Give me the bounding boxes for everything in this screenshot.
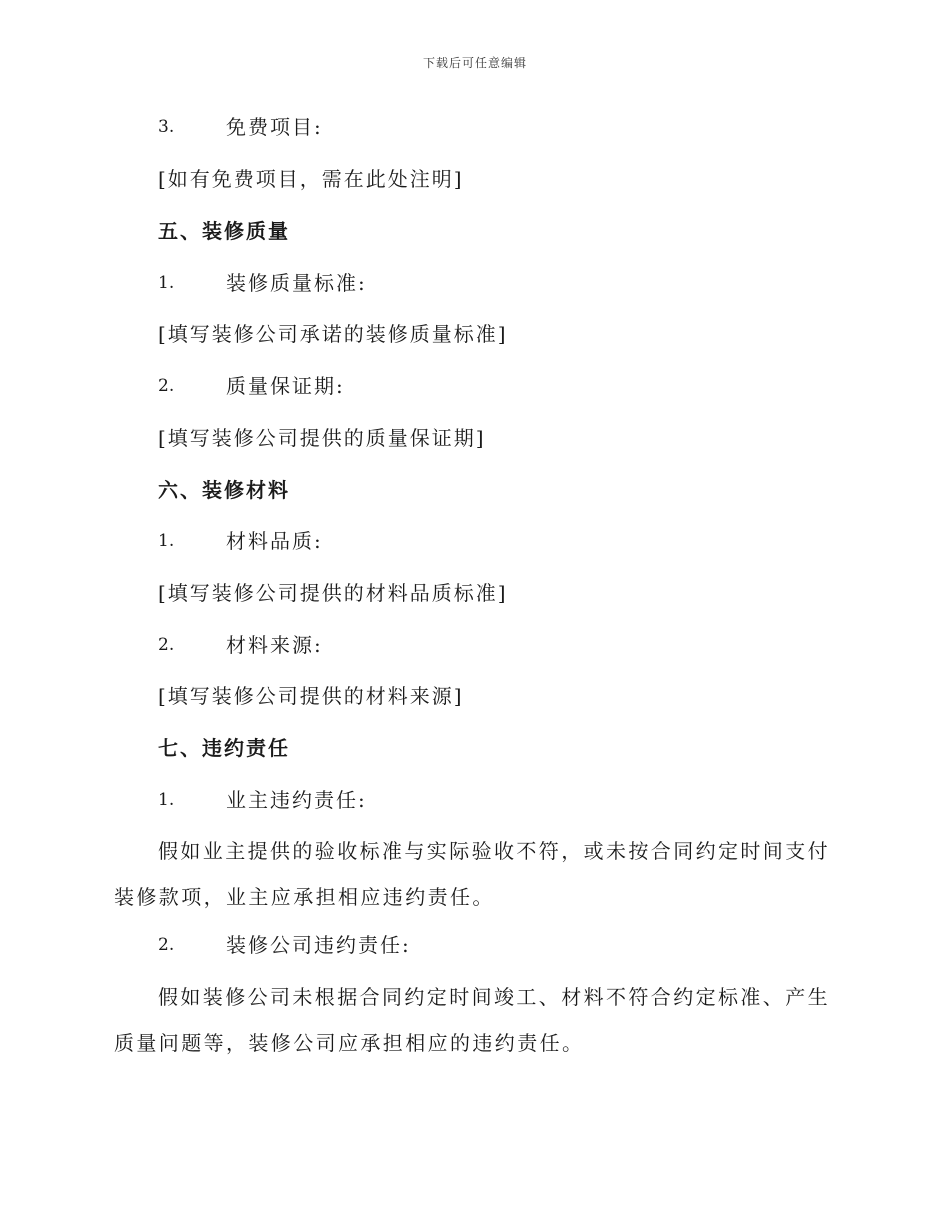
item-number: 3. — [158, 117, 175, 137]
item-label-warranty-period: 质量保证期: — [226, 374, 345, 398]
item-number: 1. — [158, 273, 175, 293]
section-title-materials: 六、装修材料 — [158, 478, 290, 502]
placeholder-material-source: [填写装修公司提供的材料来源] — [158, 684, 464, 708]
item-label-company-liability: 装修公司违约责任: — [226, 933, 411, 957]
item-number: 2. — [158, 635, 175, 655]
paragraph-company-liability: 假如装修公司未根据合同约定时间竣工、材料不符合约定标准、产生质量问题等，装修公司应承担相应的违约责任。 — [114, 985, 830, 1055]
section-title-liability: 七、违约责任 — [158, 736, 290, 760]
placeholder-quality-standard: [填写装修公司承诺的装修质量标准] — [158, 322, 508, 346]
placeholder-material-quality: [填写装修公司提供的材料品质标准] — [158, 581, 508, 605]
item-label-material-source: 材料来源: — [226, 633, 323, 657]
item-label-free-items: 免费项目: — [226, 115, 323, 139]
item-number: 2. — [158, 376, 175, 396]
placeholder-free-items: [如有免费项目，需在此处注明] — [158, 167, 464, 191]
page-header-note: 下载后可任意编辑 — [422, 56, 527, 70]
item-label-owner-liability: 业主违约责任: — [226, 788, 367, 812]
paragraph-owner-liability: 假如业主提供的验收标准与实际验收不符，或未按合同约定时间支付装修款项，业主应承担相应违约责任。 — [114, 839, 830, 909]
item-label-material-quality: 材料品质: — [226, 529, 323, 553]
item-number: 1. — [158, 790, 175, 810]
item-number: 2. — [158, 935, 175, 955]
item-number: 1. — [158, 531, 175, 551]
item-label-quality-standard: 装修质量标准: — [226, 271, 367, 295]
section-title-quality: 五、装修质量 — [158, 219, 290, 243]
placeholder-warranty-period: [填写装修公司提供的质量保证期] — [158, 426, 486, 450]
